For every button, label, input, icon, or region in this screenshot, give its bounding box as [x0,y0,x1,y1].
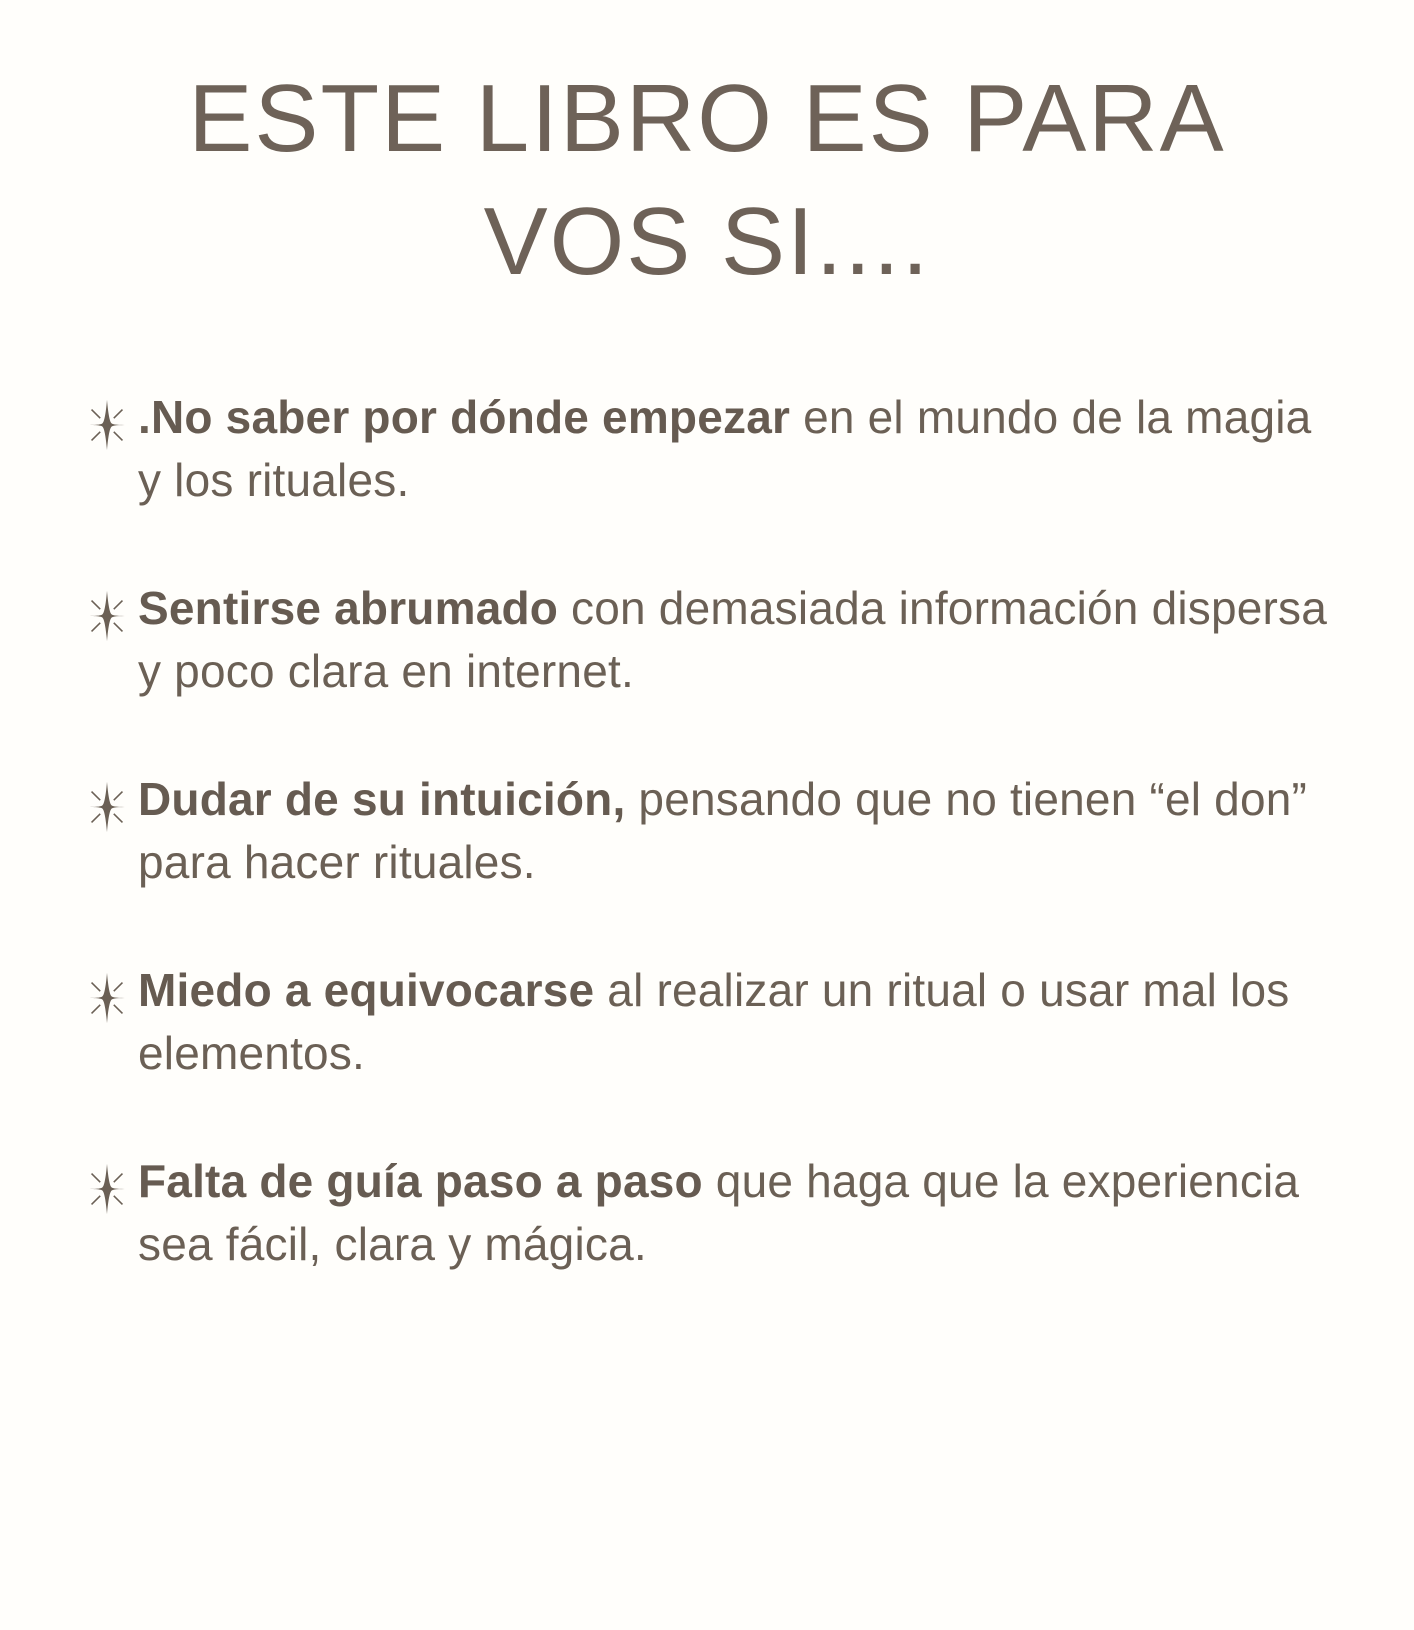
list-item-prefix: . [138,390,151,443]
list-item-text [138,764,1334,895]
page-title [70,58,1344,304]
page-title-line-1: ESTE LIBRO ES PARA [188,65,1226,172]
list-item-text [138,573,1334,704]
list-item-bold: Falta de guía paso a paso [138,1154,703,1207]
list-item-bold: No saber por dónde empezar [150,390,791,443]
list-item-rest: que haga que la experiencia sea fácil, clara y mágica. [138,1154,1300,1270]
list-item [78,382,1334,513]
sparkle-star-icon [78,969,136,1027]
list-item [78,573,1334,704]
list-item [78,764,1334,895]
list-item-text [138,382,1334,513]
list-item-text [138,1146,1334,1277]
list-item-bold: Sentirse abrumado [138,581,559,634]
list-item-text [138,955,1334,1086]
sparkle-star-icon [78,587,136,645]
list-item [78,955,1334,1086]
list-item-rest: pensando que no tienen “el don” para hacer rituales. [138,772,1308,889]
list-item-rest: con demasiada información dispersa y poco clara en internet. [138,581,1328,698]
sparkle-star-icon [78,778,136,836]
page-title-line-2: VOS SI.... [483,187,931,295]
list-item-rest: en el mundo de la magia y los rituales. [138,390,1312,507]
list-item-bold: Dudar de su intuición, [138,772,626,825]
sparkle-star-icon [78,1160,136,1218]
sparkle-star-icon [78,396,136,454]
list-item-rest: al realizar un ritual o usar mal los elementos. [138,963,1290,1080]
list-item-bold: Miedo a equivocarse [138,963,595,1016]
list-item [78,1146,1334,1277]
benefits-list [70,382,1344,1277]
